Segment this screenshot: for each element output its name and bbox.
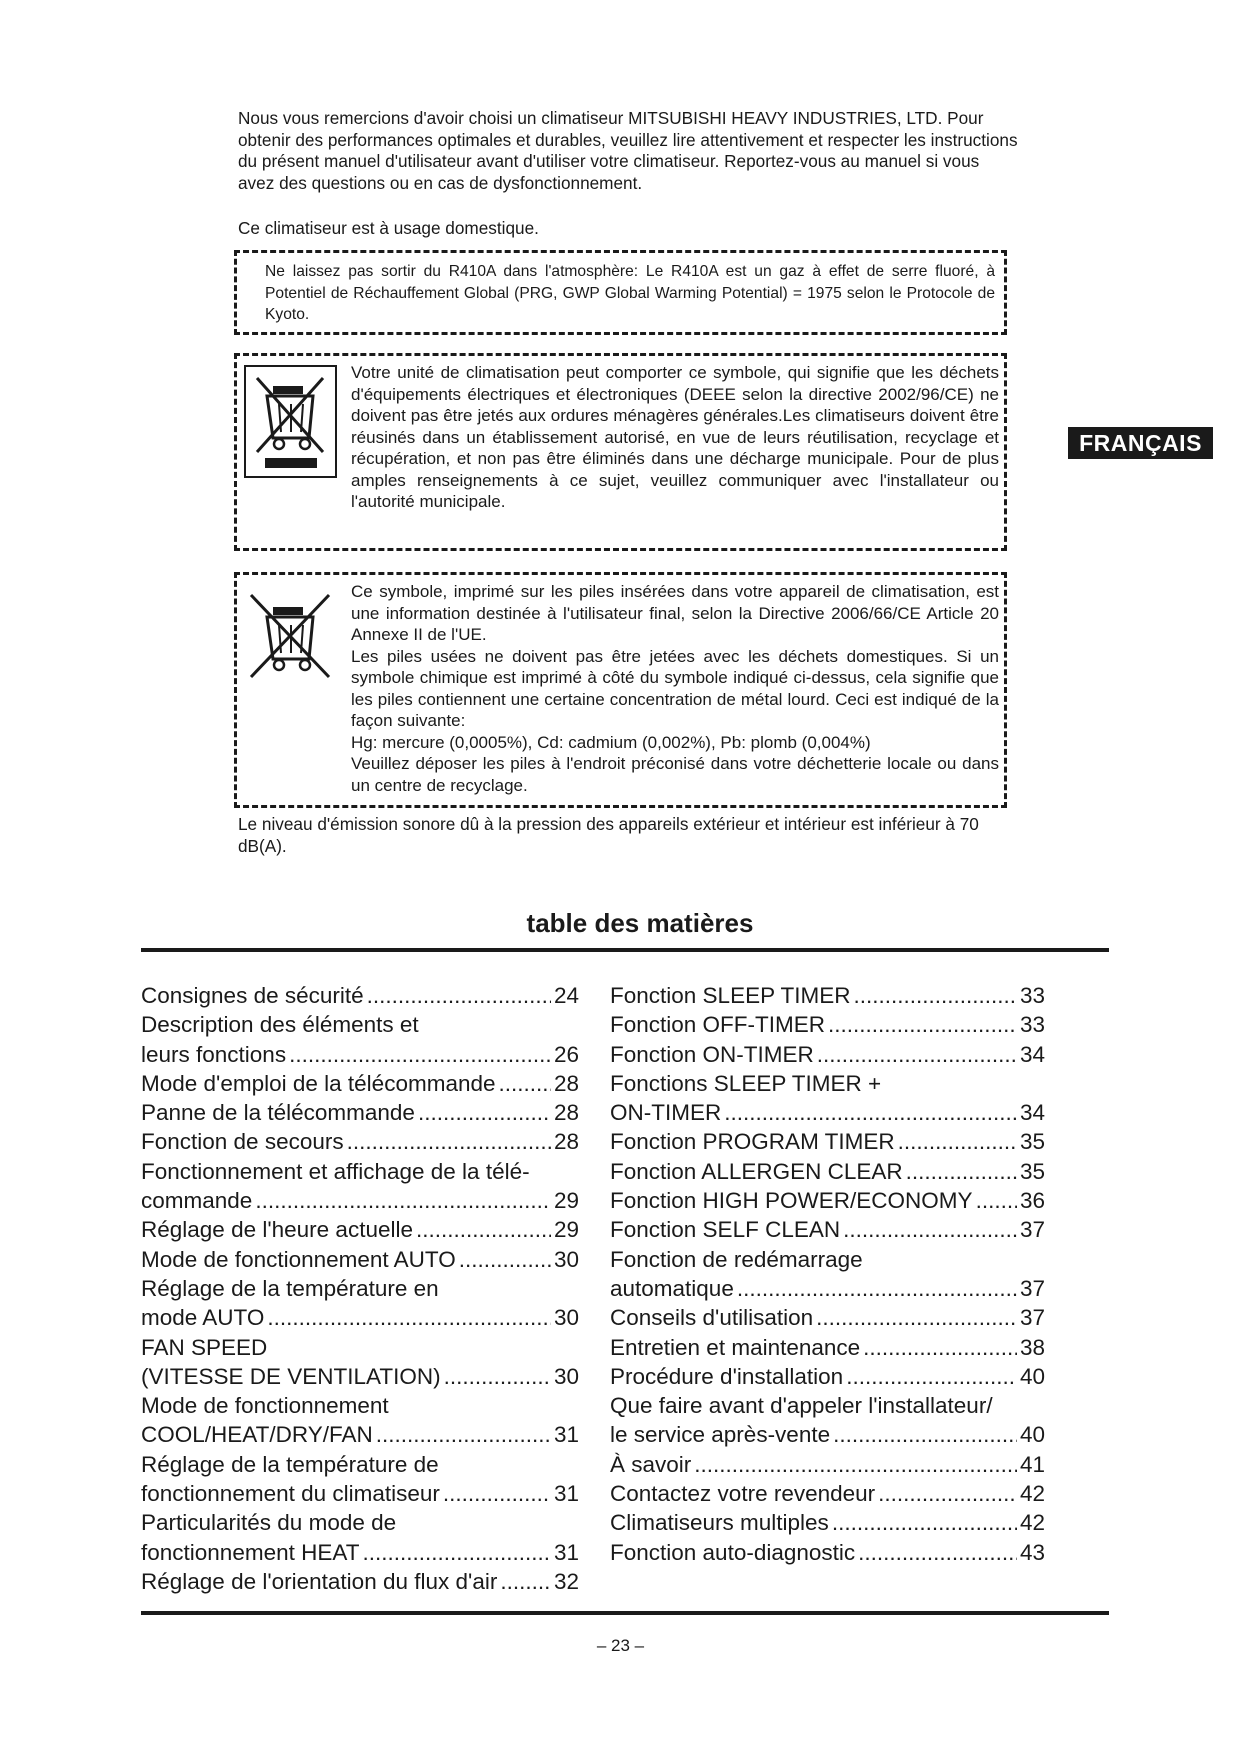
toc-entry-title: Fonction OFF-TIMER (610, 1012, 826, 1038)
toc-entry (141, 1333, 579, 1362)
toc-entry-title: Mode de fonctionnement AUTO (141, 1246, 456, 1272)
toc-entry (610, 1508, 1045, 1537)
toc-leader-dots (863, 1333, 1017, 1362)
battery-notice-p2: Les piles usées ne doivent pas être jetées avec les déchets domestiques. Si un symbole chimique est imprimé à côté du symbole indiqué ci-dessus, cela signifie que les piles contiennent une certaine concentration de métal lourd. Ceci est indiqué de la façon suivante: (351, 646, 999, 730)
toc-entry (141, 1040, 579, 1069)
toc-entry (610, 1538, 1045, 1567)
toc-entry (610, 1391, 1045, 1420)
toc-leader-dots (443, 1479, 551, 1508)
toc-entry-page: 41 (1019, 1451, 1045, 1477)
toc-entry (610, 1362, 1045, 1391)
toc-entry (610, 1186, 1045, 1215)
toc-entry-title: COOL/HEAT/DRY/FAN (141, 1422, 373, 1448)
toc-entry-page: 30 (553, 1305, 579, 1331)
toc-leader-dots (816, 1303, 1017, 1332)
language-tab: FRANÇAIS (1068, 427, 1213, 459)
toc-entry-title: mode AUTO (141, 1305, 265, 1331)
toc-entry-title: commande (141, 1188, 253, 1214)
toc-leader-dots (694, 1450, 1017, 1479)
toc-entry (610, 1333, 1045, 1362)
toc-leader-dots (724, 1098, 1017, 1127)
toc-entry-title: Fonction PROGRAM TIMER (610, 1129, 895, 1155)
toc-entry-page: 29 (553, 1217, 579, 1243)
toc-entry (141, 1127, 579, 1156)
noise-emission-note: Le niveau d'émission sonore dû à la pression des appareils extérieur et intérieur est inférieur à 70 dB(A). (238, 814, 979, 856)
toc-entry-title: fonctionnement du climatiseur (141, 1481, 440, 1507)
crossed-out-wheelie-bin-icon (243, 364, 338, 479)
toc-leader-dots (846, 1362, 1017, 1391)
toc-entry (141, 1479, 579, 1508)
toc-entry-title: Procédure d'installation (610, 1363, 844, 1389)
toc-entry-title: automatique (610, 1275, 734, 1301)
toc-entry (610, 1450, 1045, 1479)
toc-entry (141, 1245, 579, 1274)
toc-entry (610, 1245, 1045, 1274)
toc-entry-title: FAN SPEED (141, 1334, 268, 1360)
toc-entry (610, 1215, 1045, 1244)
toc-entry (610, 1157, 1045, 1186)
toc-entry-page: 31 (553, 1539, 579, 1565)
toc-entry-page: 28 (553, 1100, 579, 1126)
battery-notice-text (351, 581, 999, 796)
toc-entry (610, 1040, 1045, 1069)
toc-entry-title: Panne de la télécommande (141, 1100, 415, 1126)
toc-entry-title: Fonction de secours (141, 1129, 344, 1155)
toc-entry (141, 1069, 579, 1098)
toc-leader-dots (906, 1157, 1017, 1186)
battery-notice-p3: Hg: mercure (0,0005%), Cd: cadmium (0,002%), Pb: plomb (0,004%) (351, 732, 871, 752)
toc-entry-page: 34 (1019, 1041, 1045, 1067)
toc-left-column (141, 981, 579, 1596)
toc-leader-dots (976, 1186, 1017, 1215)
toc-right-column (610, 981, 1045, 1567)
toc-entry-page: 42 (1019, 1481, 1045, 1507)
toc-entry-page: 34 (1019, 1100, 1045, 1126)
toc-entry-title: (VITESSE DE VENTILATION) (141, 1363, 441, 1389)
toc-entry (610, 981, 1045, 1010)
toc-entry-page: 43 (1019, 1539, 1045, 1565)
toc-leader-dots (347, 1127, 551, 1156)
toc-entry-page: 37 (1019, 1275, 1045, 1301)
toc-entry-page: 33 (1019, 1012, 1045, 1038)
toc-leader-dots (289, 1040, 551, 1069)
toc-top-rule (141, 948, 1109, 952)
toc-entry-page: 33 (1019, 983, 1045, 1008)
toc-entry-title: Contactez votre revendeur (610, 1481, 876, 1507)
toc-entry-page: 29 (553, 1188, 579, 1214)
toc-entry (141, 1303, 579, 1332)
toc-entry (141, 1420, 579, 1449)
battery-notice-p4: Veuillez déposer les piles à l'endroit préconisé dans votre déchetterie locale ou dans un centre de recyclage. (351, 754, 999, 795)
toc-entry-page: 31 (553, 1422, 579, 1448)
toc-leader-dots (828, 1010, 1017, 1039)
crossed-out-battery-bin-icon (243, 585, 338, 680)
toc-entry-page: 32 (553, 1568, 579, 1594)
toc-entry-page: 26 (553, 1041, 579, 1067)
usage-statement: Ce climatiseur est à usage domestique. (238, 218, 539, 238)
toc-entry-title: Réglage de l'heure actuelle (141, 1217, 413, 1243)
toc-leader-dots (499, 1069, 551, 1098)
toc-entry-title: Climatiseurs multiples (610, 1510, 829, 1536)
toc-entry-page: 40 (1019, 1363, 1045, 1389)
toc-leader-dots (833, 1420, 1017, 1449)
toc-entry-page: 31 (553, 1481, 579, 1507)
toc-entry (141, 1215, 579, 1244)
toc-entry (141, 1010, 579, 1039)
toc-entry (141, 1567, 579, 1596)
toc-entry (610, 1479, 1045, 1508)
toc-entry-title: Fonction de redémarrage (610, 1246, 863, 1272)
toc-entry-title: Consignes de sécurité (141, 983, 364, 1008)
toc-entry-page: 38 (1019, 1334, 1045, 1360)
toc-entry (610, 1420, 1045, 1449)
toc-entry-title: Que faire avant d'appeler l'installateur/ (610, 1393, 993, 1419)
toc-leader-dots (817, 1040, 1017, 1069)
toc-entry-title: Réglage de l'orientation du flux d'air (141, 1568, 498, 1594)
toc-leader-dots (362, 1538, 551, 1567)
toc-entry-title: Réglage de la température de (141, 1451, 439, 1477)
toc-bottom-rule (141, 1611, 1109, 1615)
toc-leader-dots (500, 1567, 551, 1596)
toc-entry-page: 30 (553, 1246, 579, 1272)
intro-paragraph: Nous vous remercions d'avoir choisi un climatiseur MITSUBISHI HEAVY INDUSTRIES, LTD. Pour obtenir des performances optimales et durables, veuillez lire attentivement et respecter les instructions du présent manuel d'utilisateur avant d'utiliser votre climatiseur. Reportez-vous au manuel si vous avez des questions ou en cas de dysfonctionnement. (238, 108, 1018, 193)
toc-leader-dots (255, 1186, 551, 1215)
toc-entry (141, 1274, 579, 1303)
toc-entry-title: Description des éléments et (141, 1012, 419, 1038)
toc-entry-title: leurs fonctions (141, 1041, 287, 1067)
toc-leader-dots (418, 1098, 551, 1127)
toc-entry (141, 1538, 579, 1567)
toc-entry-page: 42 (1019, 1510, 1045, 1536)
toc-leader-dots (898, 1127, 1017, 1156)
toc-entry-title: Mode de fonctionnement (141, 1393, 389, 1419)
toc-leader-dots (444, 1362, 551, 1391)
toc-entry (610, 1098, 1045, 1127)
toc-leader-dots (843, 1215, 1017, 1244)
weee-notice-box (234, 353, 1007, 551)
toc-entry (141, 1098, 579, 1127)
toc-entry-page: 28 (553, 1129, 579, 1155)
toc-leader-dots (858, 1538, 1017, 1567)
toc-entry-title: Mode d'emploi de la télécommande (141, 1070, 496, 1096)
toc-entry (610, 1010, 1045, 1039)
toc-entry-title: Entretien et maintenance (610, 1334, 861, 1360)
refrigerant-notice-text: Ne laissez pas sortir du R410A dans l'atmosphère: Le R410A est un gaz à effet de serre fluoré, à Potentiel de Réchauffement Global (PRG, GWP Global Warming Potential) = 1975 selon le Protocole de Kyoto. (265, 263, 995, 323)
toc-leader-dots (267, 1303, 551, 1332)
toc-entry-title: Conseils d'utilisation (610, 1305, 814, 1331)
toc-entry-page: 30 (553, 1363, 579, 1389)
toc-entry (141, 1508, 579, 1537)
toc-entry-page: 37 (1019, 1217, 1045, 1243)
toc-entry (141, 1157, 579, 1186)
battery-notice-p1: Ce symbole, imprimé sur les piles insérées dans votre appareil de climatisation, est une information destinée à l'utilisateur final, selon la Directive 2006/66/CE Article 20 Annexe II de l'UE. (351, 582, 999, 644)
toc-entry-page: 24 (553, 983, 579, 1008)
toc-entry (610, 1127, 1045, 1156)
toc-leader-dots (376, 1420, 551, 1449)
toc-entry-title: le service après-vente (610, 1422, 831, 1448)
toc-leader-dots (459, 1245, 551, 1274)
toc-entry (141, 1391, 579, 1420)
toc-title: table des matières (526, 908, 754, 938)
toc-entry-title: Fonction ON-TIMER (610, 1041, 814, 1067)
toc-entry-title: Fonction HIGH POWER/ECONOMY (610, 1188, 973, 1214)
refrigerant-notice-box (234, 250, 1007, 335)
toc-entry-title: Fonction auto-diagnostic (610, 1539, 856, 1565)
toc-entry (141, 981, 579, 1010)
toc-entry (141, 1186, 579, 1215)
toc-entry (610, 1303, 1045, 1332)
page-number: – 23 – (596, 1636, 645, 1655)
toc-entry-title: Particularités du mode de (141, 1510, 397, 1536)
toc-entry-title: Fonctions SLEEP TIMER + (610, 1070, 882, 1096)
toc-entry-title: Fonctionnement et affichage de la télé- (141, 1158, 530, 1184)
toc-entry-title: Fonction SLEEP TIMER (610, 983, 851, 1008)
toc-entry (610, 1274, 1045, 1303)
toc-leader-dots (737, 1274, 1017, 1303)
toc-entry-title: À savoir (610, 1451, 692, 1477)
toc-leader-dots (367, 981, 551, 1010)
toc-entry-title: Réglage de la température en (141, 1275, 439, 1301)
toc-entry (141, 1450, 579, 1479)
toc-entry (141, 1362, 579, 1391)
toc-entry (610, 1069, 1045, 1098)
toc-entry-page: 35 (1019, 1158, 1045, 1184)
toc-entry-page: 37 (1019, 1305, 1045, 1331)
toc-entry-title: fonctionnement HEAT (141, 1539, 360, 1565)
toc-entry-page: 36 (1019, 1188, 1045, 1214)
weee-notice-text: Votre unité de climatisation peut comporter ce symbole, qui signifie que les déchets d'équipements électriques et électroniques (DEEE selon la directive 2002/96/CE) ne doivent pas être jetés aux ordures ménagères générales.Les climatiseurs doivent être réusinés dans un établissement autorisé, en vue de leurs réutilisation, recyclage et récupération, et non pas être éliminés dans une décharge municipale. Pour de plus amples renseignements à ce sujet, veuillez communiquer avec l'installateur ou l'autorité municipale. (351, 363, 999, 511)
toc-leader-dots (832, 1508, 1017, 1537)
toc-leader-dots (878, 1479, 1017, 1508)
toc-entry-page: 28 (553, 1070, 579, 1096)
toc-entry-title: Fonction ALLERGEN CLEAR (610, 1158, 903, 1184)
battery-notice-box (234, 572, 1007, 808)
toc-entry-title: ON-TIMER (610, 1100, 722, 1126)
toc-leader-dots (416, 1215, 551, 1244)
toc-entry-page: 35 (1019, 1129, 1045, 1155)
toc-leader-dots (854, 981, 1017, 1010)
toc-entry-title: Fonction SELF CLEAN (610, 1217, 841, 1243)
toc-entry-page: 40 (1019, 1422, 1045, 1448)
